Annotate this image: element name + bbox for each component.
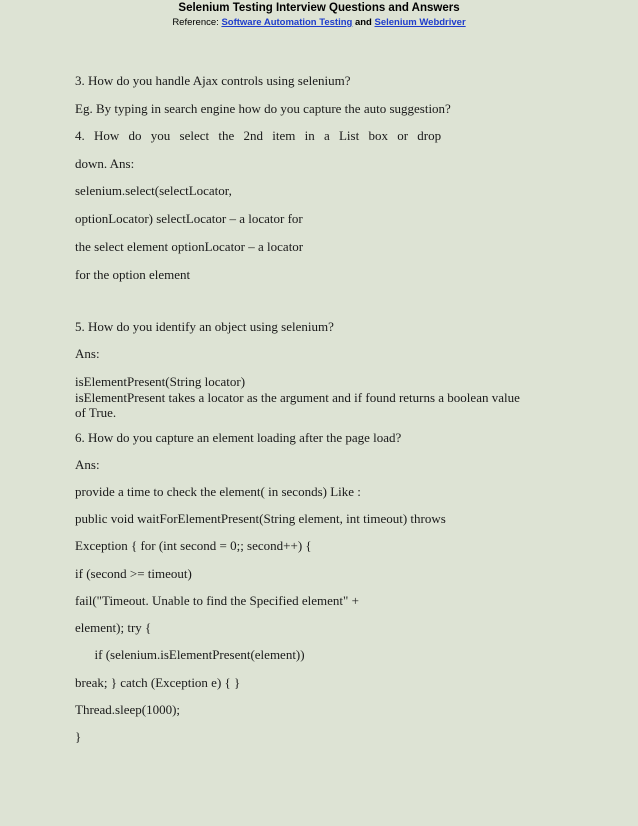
- code-line-5: element); try {: [75, 620, 152, 635]
- code-line-4: fail("Timeout. Unable to find the Specified element" +: [75, 593, 359, 608]
- code-line-9: }: [75, 729, 82, 744]
- answer-5-line-2: isElementPresent takes a locator as the argument and if found returns a boolean value: [75, 390, 520, 405]
- code-line-6: if (selenium.isElementPresent(element)): [75, 647, 305, 662]
- answer-5-line-3: of True.: [75, 405, 117, 420]
- reference-and: and: [354, 17, 372, 28]
- page-header: [0, 1, 638, 30]
- code-line-2: Exception { for (int second = 0;; second++) {: [75, 538, 312, 553]
- question-4: 4. How do you select the 2nd item in a List box or drop: [75, 128, 442, 143]
- answer-4-line-1: selenium.select(selectLocator,: [75, 183, 232, 198]
- header-reference: [0, 16, 638, 30]
- software-automation-testing-link[interactable]: Software Automation Testing: [221, 17, 353, 28]
- answer-6-label: Ans:: [75, 457, 100, 472]
- code-line-7: break; } catch (Exception e) { }: [75, 675, 241, 690]
- answer-4-line-4: for the option element: [75, 267, 191, 282]
- question-6: 6. How do you capture an element loading after the page load?: [75, 430, 402, 445]
- code-line-8: Thread.sleep(1000);: [75, 702, 181, 717]
- answer-5-line-1: isElementPresent(String locator): [75, 374, 246, 389]
- reference-label: Reference:: [172, 17, 219, 28]
- question-5: 5. How do you identify an object using selenium?: [75, 319, 334, 334]
- code-line-3: if (second >= timeout): [75, 566, 192, 581]
- selenium-webdriver-link[interactable]: Selenium Webdriver: [374, 17, 466, 28]
- answer-5-label: Ans:: [75, 346, 100, 361]
- code-line-1: public void waitForElementPresent(String element, int timeout) throws: [75, 511, 446, 526]
- answer-6-line-1: provide a time to check the element( in seconds) Like :: [75, 484, 361, 499]
- answer-4-line-3: the select element optionLocator – a locator: [75, 239, 304, 254]
- header-title: Selenium Testing Interview Questions and Answers: [178, 2, 460, 14]
- question-3-example: Eg. By typing in search engine how do you capture the auto suggestion?: [75, 101, 451, 116]
- question-3: 3. How do you handle Ajax controls using selenium?: [75, 73, 351, 88]
- question-4-cont: down. Ans:: [75, 156, 135, 171]
- answer-4-line-2: optionLocator) selectLocator – a locator for: [75, 211, 303, 226]
